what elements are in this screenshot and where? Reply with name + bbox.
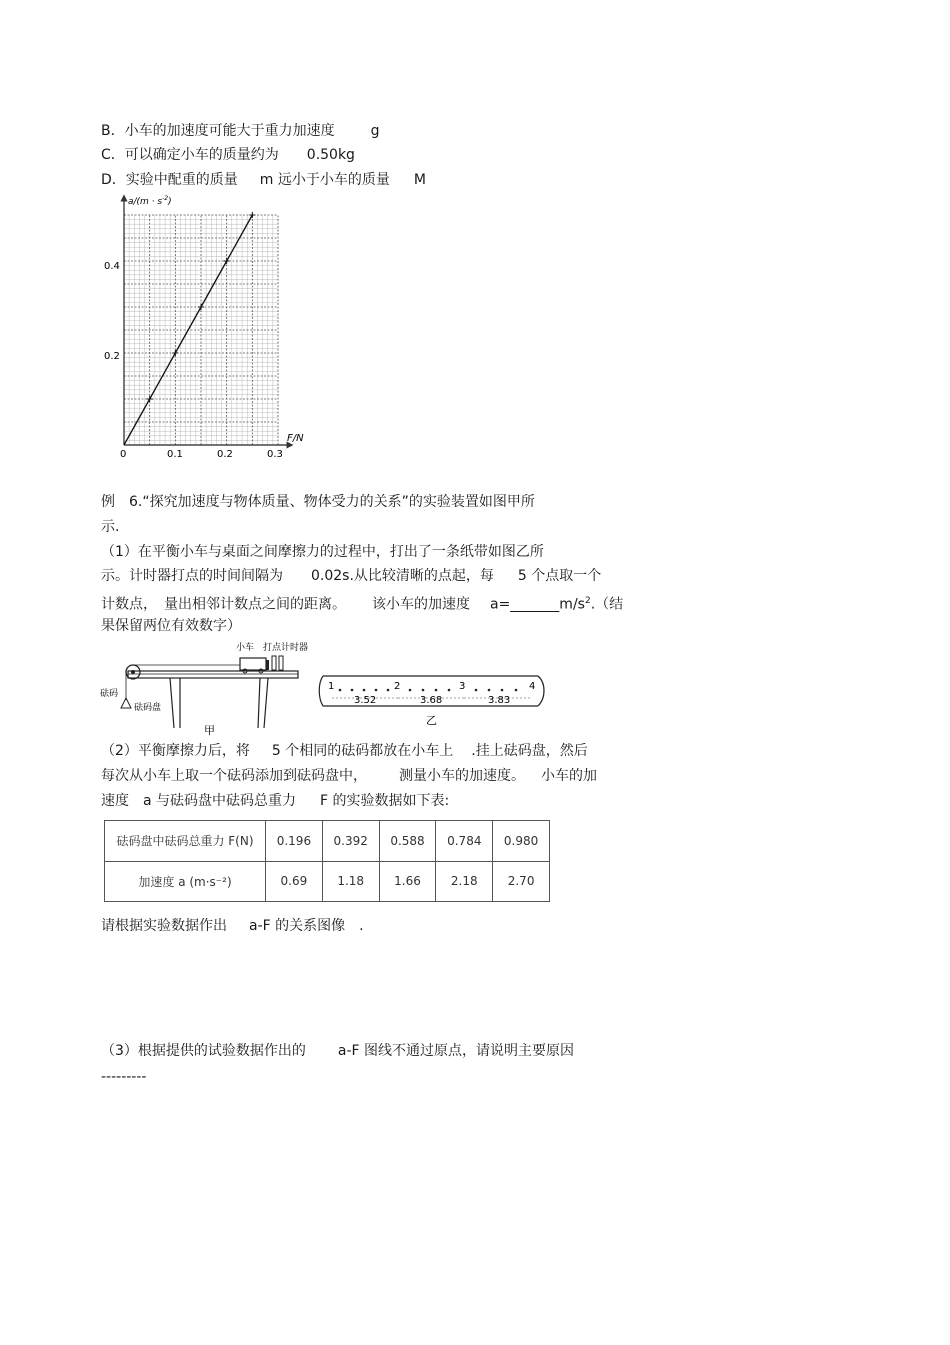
table-cell: 2.70	[493, 861, 550, 902]
part1-line3-a: 计数点， 量出相邻计数点之间的距离。	[101, 596, 346, 613]
data-point	[147, 396, 153, 402]
example6-line2: 示.	[101, 519, 120, 535]
part1-line1: （1）在平衡小车与桌面之间摩擦力的过程中，打出了一条纸带如图乙所	[101, 544, 544, 560]
part2-instruction-a: 请根据实验数据作出	[101, 918, 227, 934]
table-header-force: 砝码盘中砝码总重力 F(N)	[105, 821, 266, 862]
x-tick-01: 0.1	[167, 449, 183, 460]
tape-point-1: 1	[328, 681, 335, 692]
tape-point-4: 4	[529, 681, 536, 692]
y-axis-label: $a/(m \cdot s^{-2})$	[128, 195, 172, 207]
label-car: 小车	[236, 643, 255, 653]
part2-line2-a: 每次从小车上取一个砝码添加到砝码盘中，	[101, 768, 367, 784]
table-header-accel: 加速度 a (m·s⁻²)	[105, 861, 266, 902]
part1-line2	[101, 566, 601, 586]
option-c-text: C．可以确定小车的质量约为	[101, 147, 279, 163]
x-axis-label: F/N	[287, 433, 304, 444]
data-table	[104, 820, 550, 902]
caption-yi: 乙	[426, 714, 437, 727]
part2-instruction	[101, 916, 364, 936]
option-b-tail: g	[370, 123, 380, 139]
data-point	[172, 350, 178, 356]
part3-dashes: ---------	[101, 1069, 147, 1085]
part1-line2-c: 5 个点取一个	[517, 568, 602, 584]
part1-line3-b: 该小车的加速度	[372, 596, 470, 613]
part1-line2-a: 示。计时器打点的时间间隔为	[101, 568, 283, 584]
part1-line3-d: .（结	[590, 596, 624, 613]
cart	[240, 658, 266, 670]
part2-line3-b: F 的实验数据如下表:	[320, 793, 450, 809]
part2-instruction-b: a-F 的关系图像	[249, 918, 346, 934]
part2-line2-b: 测量小车的加速度。	[399, 768, 525, 784]
table-row	[105, 821, 550, 862]
tape-distance-1: 3.52	[354, 695, 377, 706]
table-row	[105, 861, 550, 902]
tape-distance-3: 3.83	[488, 695, 511, 706]
part2-line1	[101, 741, 588, 761]
table-cell: 0.69	[266, 861, 323, 902]
timer-part-1	[266, 660, 269, 670]
option-d-text: D．实验中配重的质量	[101, 172, 238, 188]
part1-line3	[101, 591, 623, 615]
option-d	[101, 170, 426, 190]
tape-dots	[339, 689, 518, 692]
data-point	[224, 258, 230, 264]
data-point	[198, 304, 204, 310]
table-top	[128, 671, 298, 678]
label-pan: 砝码盘	[134, 703, 162, 713]
table-leg-right	[258, 678, 260, 728]
caption-jia: 甲	[204, 724, 215, 737]
table-cell: 0.196	[266, 821, 323, 862]
part2-line2	[101, 766, 597, 786]
table-leg-left	[170, 678, 174, 728]
part3-a: （3）根据提供的试验数据作出的	[101, 1043, 306, 1059]
part2-line1-a: （2）平衡摩擦力后，将	[101, 743, 250, 759]
option-c-tail: 0.50kg	[306, 147, 355, 163]
table-cell: 0.392	[322, 821, 379, 862]
part1-line4: 果保留两位有效数字）	[101, 618, 241, 634]
table-cell: 0.980	[493, 821, 550, 862]
timer-part-2	[272, 656, 276, 670]
part1-line3-c: a=_______m/s	[490, 596, 585, 613]
label-timer: 打点计时器	[263, 643, 309, 653]
y-tick-02: 0.2	[104, 351, 120, 362]
part2-line1-c: .挂上砝码盘，然后	[471, 743, 588, 759]
figure-jia	[100, 638, 315, 738]
label-weight: 砝码	[100, 689, 119, 699]
tape-right-edge	[538, 676, 544, 706]
part1-line2-b: 0.02s.从比较清晰的点起，每	[311, 568, 494, 584]
table-leg-right-inner	[264, 678, 268, 728]
part3-line	[101, 1041, 574, 1061]
timer-part-3	[279, 656, 283, 670]
part2-line2-c: 小车的加	[541, 768, 597, 784]
x-tick-02: 0.2	[217, 449, 233, 460]
table-cell: 1.66	[379, 861, 436, 902]
part2-line3	[101, 791, 449, 811]
table-cell: 0.588	[379, 821, 436, 862]
table-cell: 0.784	[436, 821, 493, 862]
a-f-graph	[100, 190, 320, 465]
tape-point-2: 2	[394, 681, 401, 692]
tape-distance-2: 3.68	[420, 695, 443, 706]
table-cell: 2.18	[436, 861, 493, 902]
pulley-axle	[131, 670, 135, 674]
option-d-mid: m 远小于小车的质量	[259, 172, 390, 188]
part1-line3-sup: 2	[584, 596, 591, 606]
option-b	[101, 121, 380, 141]
y-tick-04: 0.4	[104, 261, 120, 272]
part2-line3-a: 速度 a 与砝码盘中砝码总重力	[101, 793, 297, 809]
figure-yi	[318, 668, 553, 730]
option-b-text: B．小车的加速度可能大于重力加速度	[101, 123, 335, 139]
option-d-tail: M	[413, 172, 426, 188]
part2-instruction-c: .	[359, 918, 364, 934]
x-tick-03: 0.3	[267, 449, 283, 460]
option-c	[101, 145, 355, 165]
tape-left-edge	[319, 676, 323, 706]
grid-major	[124, 215, 278, 445]
data-point	[249, 212, 255, 218]
part3-b: a-F 图线不通过原点，请说明主要原因	[337, 1043, 575, 1059]
example6-line1: 例 6.“探究加速度与物体质量、物体受力的关系”的实验装置如图甲所	[101, 494, 535, 510]
table-cell: 1.18	[322, 861, 379, 902]
origin-label: 0	[120, 449, 127, 460]
part2-line1-b: 5 个相同的砝码都放在小车上	[271, 743, 454, 759]
tape-point-3: 3	[459, 681, 466, 692]
